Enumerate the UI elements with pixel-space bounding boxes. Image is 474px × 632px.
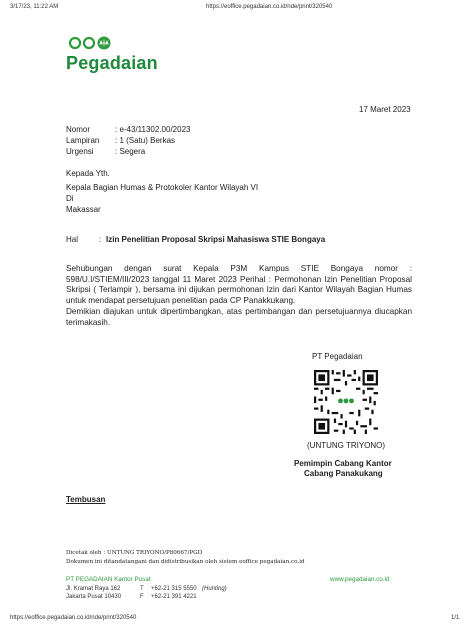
- footer-fax: +62-21 391 4221: [151, 594, 197, 600]
- meta-value-lampiran: : 1 (Satu) Berkas: [115, 136, 176, 145]
- footer-website[interactable]: www.pegadaian.co.id: [330, 576, 390, 583]
- recipient-line-3: Makassar: [66, 205, 101, 214]
- footer-tel-note: (Hunting): [202, 586, 227, 592]
- meta-value-nomor: : e-43/11302.00/2023: [115, 125, 191, 134]
- recipient-line-2: Di: [66, 194, 74, 203]
- meta-value-urgensi: : Segera: [115, 147, 146, 156]
- body-paragraph-2: Demikian diajukan untuk dipertimbangkan, atas pertimbangan dan persetujuannya diucapkan terimakasih.: [66, 307, 412, 327]
- body-paragraph-1: Sehubungan dengan surat Kepala P3M Kampus STIE Bongaya nomor : 598/U.I/STIEM/III/2023 tanggal 11 Maret 2023 Perihal : Permohonan Izin Penelitian Proposal Skripsi ( Terlampir ), bersama ini dijukan permohonan Izin dari Kantor Wilayah Bagian Humas untuk mendapat persetujuan penelitian pada CP Panakkukang.: [66, 264, 412, 305]
- salutation: Kepada Yth.: [66, 169, 110, 178]
- signature-company: PT Pegadaian: [312, 352, 363, 361]
- footer-fax-label: F: [140, 594, 144, 600]
- brand-name: Pegadaian: [66, 53, 158, 73]
- footer-tel-label: T: [140, 586, 144, 592]
- subject-text: Izin Penelitian Proposal Skripsi Mahasiswa STIE Bongaya: [106, 235, 326, 244]
- pegadaian-logo-icon: [67, 35, 119, 51]
- qr-code: [314, 370, 378, 434]
- letter-date: 17 Maret 2023: [359, 105, 411, 114]
- meta-label-nomor: Nomor: [66, 125, 91, 134]
- print-footer-url: https://eoffice.pegadaian.co.id/nde/print/320540: [10, 615, 137, 621]
- footer-office-name: PT PEGADAIAN Kantor Pusat: [66, 576, 151, 583]
- meta-label-urgensi: Urgensi: [66, 147, 94, 156]
- subject-label: Hal: [66, 235, 79, 244]
- meta-label-lampiran: Lampiran: [66, 136, 100, 145]
- footer-address-1: Jl. Kramat Raya 162: [66, 586, 121, 592]
- signatory-title-line-1: Pemimpin Cabang Kantor: [294, 459, 392, 468]
- signatory-name: (UNTUNG TRIYONO): [307, 441, 386, 450]
- print-datetime: 3/17/23, 11:22 AM: [10, 4, 59, 10]
- subject-separator: :: [99, 235, 102, 244]
- distribution-note: Dokumen ini ditandatangani dan didistribusikan oleh sistem eoffice pegadaian.co.id: [66, 559, 305, 565]
- signatory-title-line-2: Cabang Panakukang: [304, 469, 383, 478]
- print-url: https://eoffice.pegadaian.co.id/nde/print/320540: [206, 4, 333, 10]
- footer-address-2: Jakarta Pusat 10430: [66, 594, 122, 600]
- footer-tel: +62-21 315 5550: [151, 586, 197, 592]
- recipient-line-1: Kepala Bagian Humas & Protokoler Kantor Wilayah VI: [66, 183, 259, 192]
- tembusan-heading: Tembusan: [66, 495, 106, 504]
- print-page-number: 1/1: [451, 615, 460, 621]
- created-by-note: Dicetak oleh : UNTUNG TRIYONO/P80667/PGD: [66, 550, 203, 556]
